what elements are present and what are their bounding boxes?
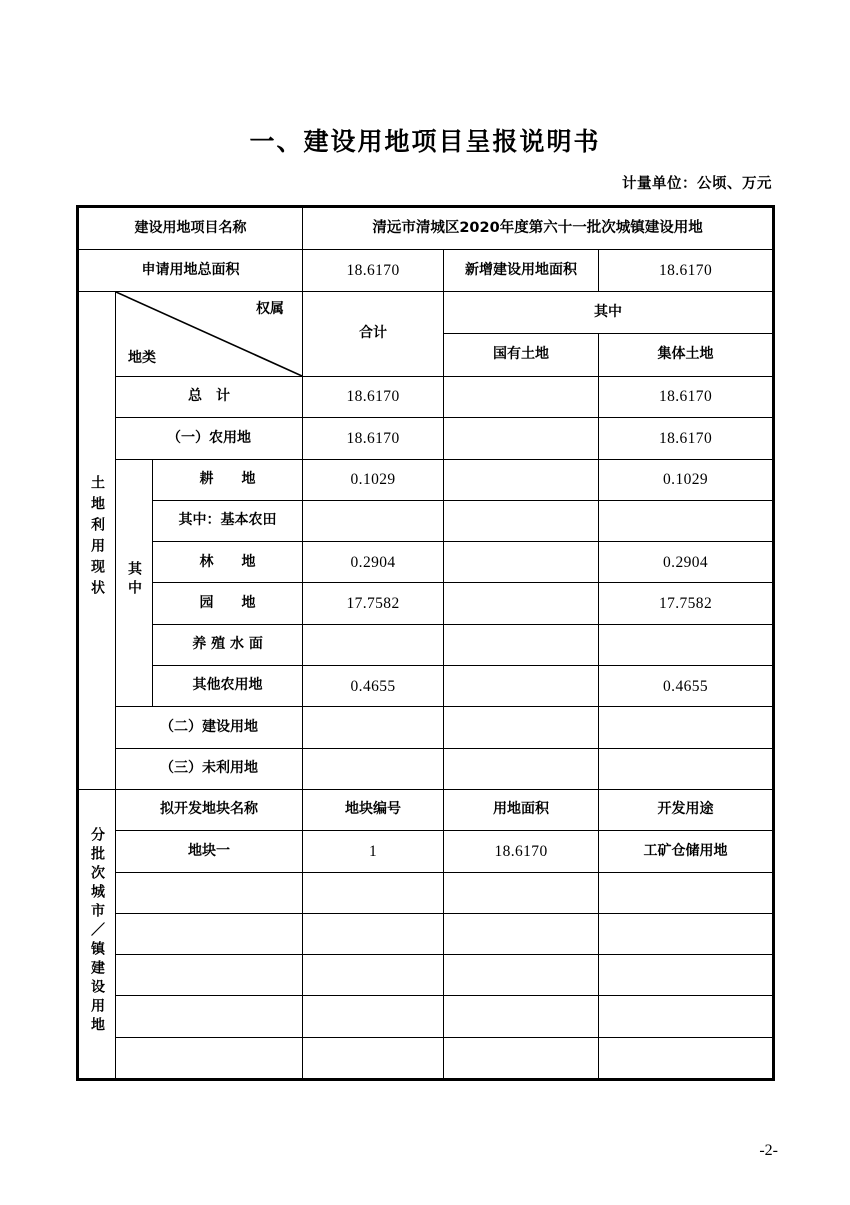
- row-total: 0.2904: [303, 542, 444, 583]
- parcel-code: [303, 1037, 444, 1078]
- project-name-label: 建设用地项目名称: [79, 208, 303, 250]
- row-collective: [599, 500, 773, 541]
- table-row: [79, 913, 773, 954]
- row-total: [303, 707, 444, 748]
- section-label-land-use-status-text: 土地利用现状: [89, 474, 105, 601]
- table-row: [79, 707, 773, 748]
- row-state-owned: [444, 624, 599, 665]
- sub-label-among-text: 其中: [126, 561, 142, 600]
- table-row: [79, 666, 773, 707]
- column-header-among: [444, 292, 773, 334]
- parcel-code: 1: [303, 831, 444, 872]
- table-row: [79, 583, 773, 624]
- table-row: [79, 996, 773, 1037]
- table-row: [79, 1037, 773, 1078]
- measurement-unit-note: 计量单位：公顷、万元: [622, 176, 772, 192]
- row-label: （二）建设用地: [116, 707, 303, 748]
- parcel-name: [116, 1037, 303, 1078]
- table-row-project-name: [79, 208, 773, 250]
- section-label-batch-construction-land-text: 分批次城市／镇建设用地: [89, 826, 105, 1036]
- row-state-owned: [444, 748, 599, 789]
- table-row: [79, 459, 773, 500]
- parcel-area: [444, 955, 599, 996]
- column-header-parcel-area: 用地面积: [444, 789, 599, 830]
- row-total: 0.4655: [303, 666, 444, 707]
- row-total: [303, 624, 444, 665]
- parcel-name: [116, 913, 303, 954]
- row-collective: 0.1029: [599, 459, 773, 500]
- diagonal-label-landtype: 地类: [128, 349, 156, 366]
- column-header-state-owned: 国有土地: [444, 334, 599, 377]
- parcel-code: [303, 996, 444, 1037]
- row-state-owned: [444, 377, 599, 418]
- table-row: [79, 377, 773, 418]
- table-row: [79, 872, 773, 913]
- parcel-purpose: 工矿仓储用地: [599, 831, 773, 872]
- page-number: -2-: [759, 1142, 778, 1159]
- project-name-value: 清远市清城区2020年度第六十一批次城镇建设用地: [303, 208, 773, 250]
- row-state-owned: [444, 500, 599, 541]
- column-header-total: 合计: [303, 292, 444, 377]
- column-header-collective: 集体土地: [599, 334, 773, 377]
- row-total: 18.6170: [303, 418, 444, 459]
- table-row: [79, 500, 773, 541]
- diagonal-header-cell: [116, 292, 303, 377]
- parcel-name: [116, 996, 303, 1037]
- diagonal-label-ownership: 权属: [256, 301, 285, 317]
- row-label: 林 地: [153, 542, 303, 583]
- parcel-code: [303, 913, 444, 954]
- parcel-area: [444, 996, 599, 1037]
- parcel-purpose: [599, 955, 773, 996]
- table-row: [79, 418, 773, 459]
- row-collective: 0.2904: [599, 542, 773, 583]
- row-total: 17.7582: [303, 583, 444, 624]
- table-row-batch-header: [79, 789, 773, 830]
- parcel-purpose: [599, 1037, 773, 1078]
- row-state-owned: [444, 666, 599, 707]
- parcel-name: 地块一: [116, 831, 303, 872]
- section-label-land-use-status: [79, 292, 116, 790]
- land-declaration-table: [78, 207, 773, 1079]
- column-header-among-text: 其中: [594, 303, 623, 320]
- parcel-name: [116, 955, 303, 996]
- sub-label-among: [116, 459, 153, 707]
- row-label: 养 殖 水 面: [153, 624, 303, 665]
- total-area-label: 申请用地总面积: [79, 250, 303, 292]
- row-collective: [599, 624, 773, 665]
- row-collective: 17.7582: [599, 583, 773, 624]
- parcel-code: [303, 955, 444, 996]
- table-row: [79, 542, 773, 583]
- table-row: [79, 955, 773, 996]
- column-header-parcel-code: 地块编号: [303, 789, 444, 830]
- table-row-total-area: [79, 250, 773, 292]
- page-title: 一、建设用地项目呈报说明书: [249, 127, 601, 156]
- row-total: 0.1029: [303, 459, 444, 500]
- table-row: [79, 831, 773, 872]
- row-label: （一）农用地: [116, 418, 303, 459]
- column-header-parcel-name: 拟开发地块名称: [116, 789, 303, 830]
- table-row: [79, 748, 773, 789]
- row-state-owned: [444, 583, 599, 624]
- parcel-area: [444, 872, 599, 913]
- section-label-batch-construction-land: [79, 789, 116, 1078]
- row-label: 其他农用地: [153, 666, 303, 707]
- row-collective: [599, 707, 773, 748]
- table-row: [79, 624, 773, 665]
- row-label: 园 地: [153, 583, 303, 624]
- row-label: （三）未利用地: [116, 748, 303, 789]
- row-total: 18.6170: [303, 377, 444, 418]
- total-area-value: 18.6170: [303, 250, 444, 292]
- row-state-owned: [444, 707, 599, 748]
- row-label: 耕 地: [153, 459, 303, 500]
- parcel-area: [444, 913, 599, 954]
- row-label: 其中：基本农田: [153, 500, 303, 541]
- parcel-code: [303, 872, 444, 913]
- row-state-owned: [444, 542, 599, 583]
- new-construction-area-label: 新增建设用地面积: [444, 250, 599, 292]
- row-state-owned: [444, 459, 599, 500]
- row-collective: 0.4655: [599, 666, 773, 707]
- parcel-purpose: [599, 913, 773, 954]
- row-total: [303, 500, 444, 541]
- row-total: [303, 748, 444, 789]
- parcel-purpose: [599, 872, 773, 913]
- row-label: 总 计: [116, 377, 303, 418]
- table-row-status-header-top: [79, 292, 773, 334]
- parcel-area: 18.6170: [444, 831, 599, 872]
- column-header-parcel-purpose: 开发用途: [599, 789, 773, 830]
- row-state-owned: [444, 418, 599, 459]
- parcel-name: [116, 872, 303, 913]
- new-construction-area-value: 18.6170: [599, 250, 773, 292]
- parcel-area: [444, 1037, 599, 1078]
- row-collective: [599, 748, 773, 789]
- row-collective: 18.6170: [599, 418, 773, 459]
- row-collective: 18.6170: [599, 377, 773, 418]
- parcel-purpose: [599, 996, 773, 1037]
